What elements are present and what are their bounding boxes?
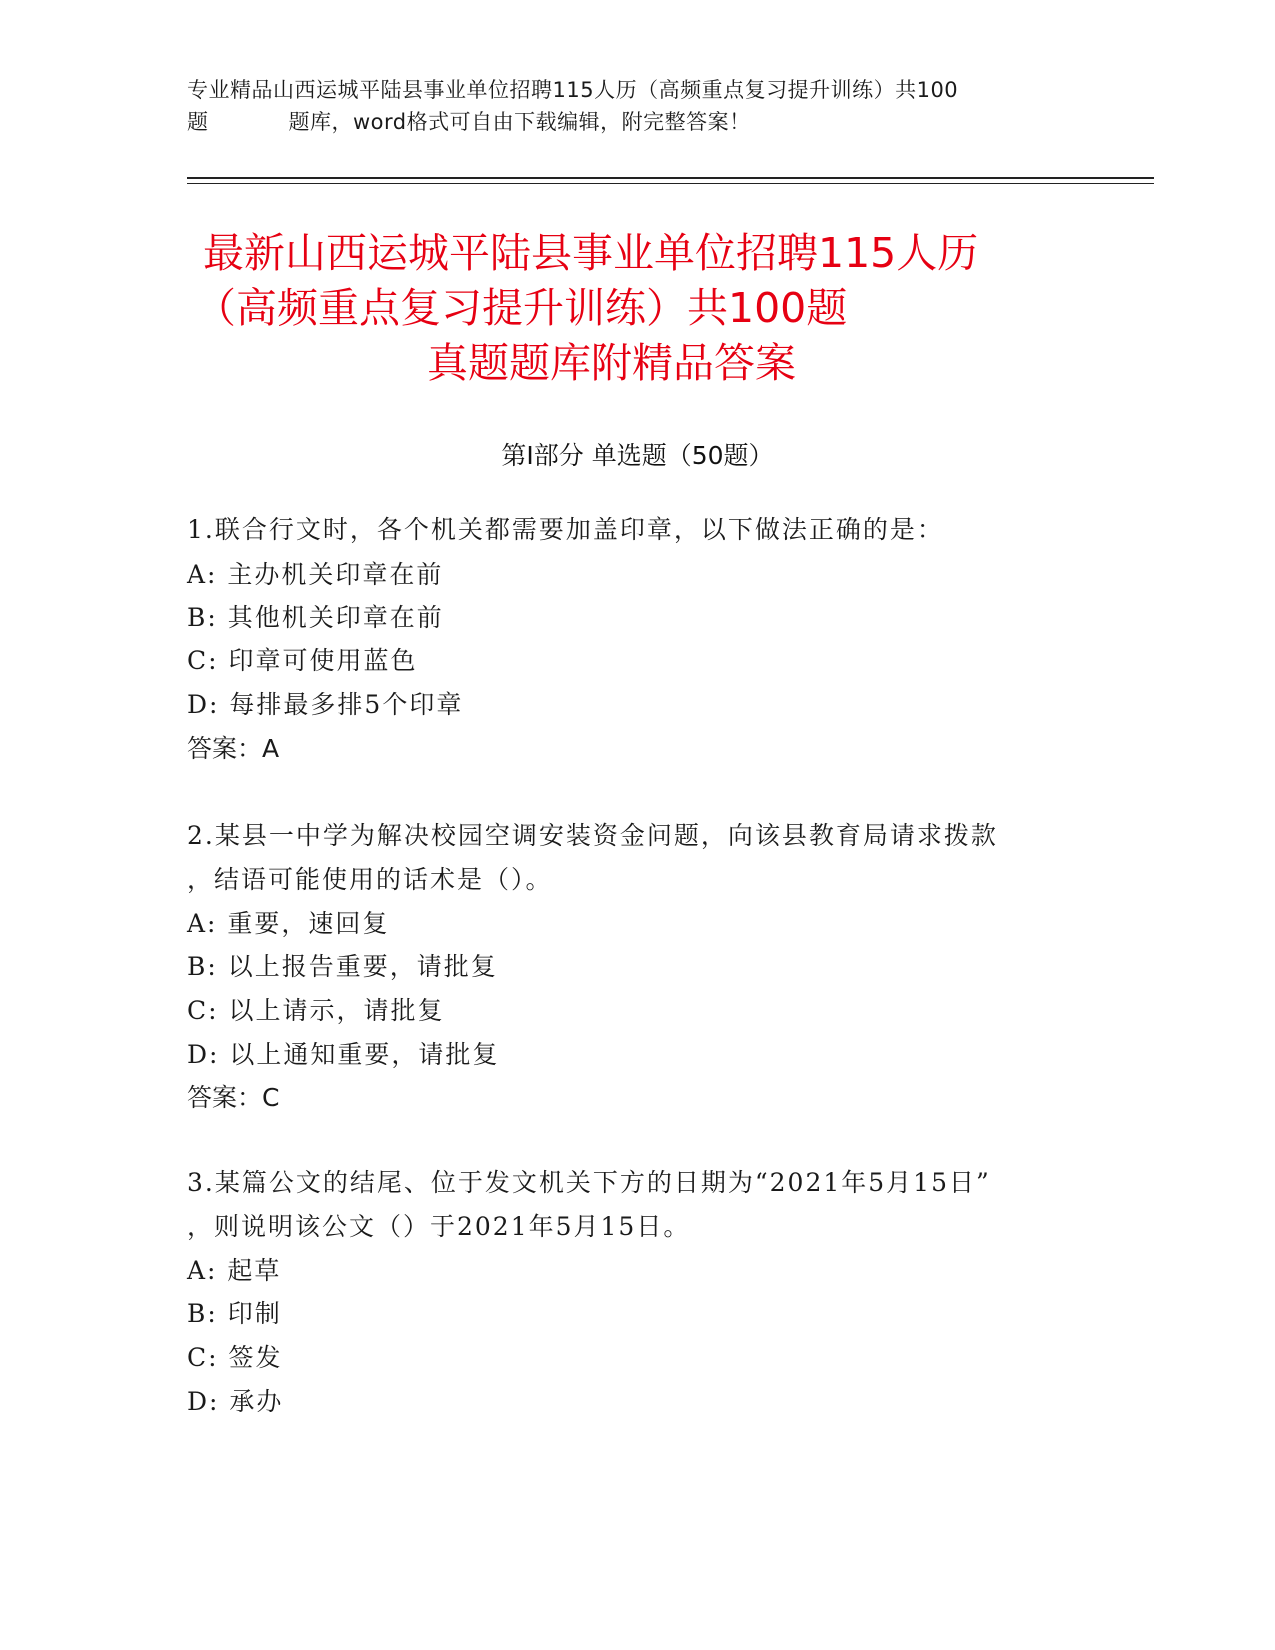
question-stem-cont: ，结语可能使用的话术是（）。 xyxy=(187,865,553,894)
question-stem: 1.联合行文时，各个机关都需要加盖印章，以下做法正确的是： xyxy=(187,515,944,544)
option-b: B: 印制 xyxy=(187,1299,282,1328)
title-line-2: （高频重点复习提升训练）共100题 xyxy=(195,284,848,332)
option-b: B: 其他机关印章在前 xyxy=(187,603,444,632)
question-stem: 2.某县一中学为解决校园空调安装资金问题，向该县教育局请求拨款 xyxy=(187,821,998,850)
header-rule-thick xyxy=(187,177,1154,179)
option-c: C: 印章可使用蓝色 xyxy=(187,646,418,675)
option-c: C: 以上请示，请批复 xyxy=(187,996,445,1025)
option-d: D: 以上通知重要，请批复 xyxy=(187,1040,500,1069)
header-rule-thin xyxy=(187,183,1154,184)
section-title: 第I部分 单选题（50题） xyxy=(501,441,774,470)
option-b: B: 以上报告重要，请批复 xyxy=(187,952,498,981)
answer: 答案：C xyxy=(187,1083,280,1112)
option-a: A: 起草 xyxy=(187,1256,282,1285)
option-a: A: 主办机关印章在前 xyxy=(187,560,444,589)
title-line-3: 真题题库附精品答案 xyxy=(427,339,796,387)
option-d: D: 承办 xyxy=(187,1387,284,1416)
option-c: C: 签发 xyxy=(187,1343,283,1372)
header-line-2 xyxy=(187,106,1087,138)
option-a: A: 重要，速回复 xyxy=(187,909,390,938)
question-stem: 3.某篇公文的结尾、位于发文机关下方的日期为“2021年5月15日” xyxy=(187,1168,991,1197)
header-line-1: 专业精品山西运城平陆县事业单位招聘115人历（高频重点复习提升训练）共100 xyxy=(187,78,959,102)
header-line-2-start: 题 xyxy=(187,110,209,134)
header-line-2-rest: 题库，word格式可自由下载编辑，附完整答案！ xyxy=(288,110,751,134)
option-d: D: 每排最多排5个印章 xyxy=(187,690,464,719)
page-header xyxy=(187,74,1087,138)
question-stem-cont: ，则说明该公文（）于2021年5月15日。 xyxy=(187,1212,691,1241)
title-line-1: 最新山西运城平陆县事业单位招聘115人历 xyxy=(203,229,979,277)
answer: 答案：A xyxy=(187,734,280,763)
